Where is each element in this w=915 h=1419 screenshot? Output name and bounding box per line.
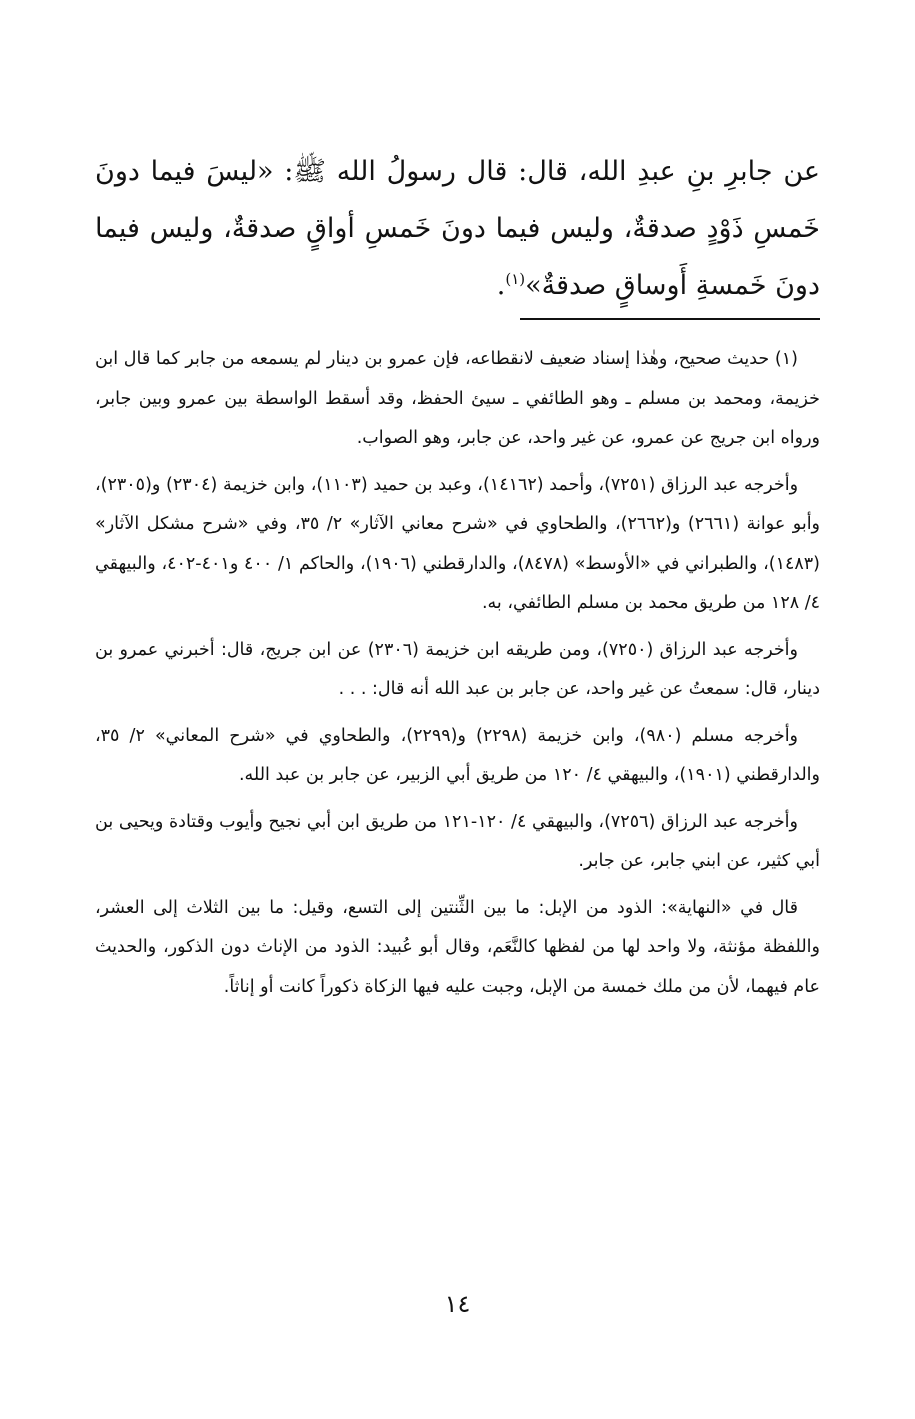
footnote-paragraph: وأخرجه مسلم (٩٨٠)، وابن خزيمة (٢٢٩٨) و(٢٢٩٩)، والطحاوي في «شرح المعاني» ٢/ ٣٥، والدارقطني (١٩٠١)، والبيهقي ٤/ ١٢٠ من طريق أبي الزبير، عن جابر بن عبد الله.: [95, 725, 820, 785]
page-number: ١٤: [444, 1290, 471, 1318]
footnotes-section: [95, 340, 820, 1014]
footnote-paragraph: (١) حديث صحيح، وهٰذا إسناد ضعيف لانقطاعه، فإن عمرو بن دينار لم يسمعه من جابر كما قال ابن خزيمة، ومحمد بن مسلم ـ وهو الطائفي ـ سيئ الحفظ، وقد أسقط الواسطة بين عمرو وبين جابر، ورواه ابن جريج عن عمرو، عن غير واحد، عن جابر، وهو الصواب.: [95, 349, 820, 448]
footnote-paragraph: وأخرجه عبد الرزاق (٧٢٥١)، وأحمد (١٤١٦٢)، وعبد بن حميد (١١٠٣)، وابن خزيمة (٢٣٠٤) و(٢٣٠٥)، وأبو عوانة (٢٦٦١) و(٢٦٦٢)، والطحاوي في «شرح معاني الآثار» ٢/ ٣٥، وفي «شرح مشكل الآثار» (١٤٨٣)، والطبراني في «الأوسط» (٨٤٧٨)، والدارقطني (١٩٠٦)، والحاكم ١/ ٤٠٠ و٤٠١-٤٠٢، والبيهقي ٤/ ١٢٨ من طريق محمد بن مسلم الطائفي، به.: [95, 474, 821, 613]
hadith-body: عن جابرِ بنِ عبدِ الله، قال: قال رسولُ الله ﷺ: «ليسَ فيما دونَ خَمسِ ذَوْدٍ صدقةٌ، وليس فيما دونَ خَمسِ أواقٍ صدقةٌ، وليس فيما دونَ خَمسةِ أَوساقٍ صدقةٌ»: [95, 156, 820, 301]
footnote-paragraph: وأخرجه عبد الرزاق (٧٢٥٦)، والبيهقي ٤/ ١٢٠-١٢١ من طريق ابن أبي نجيح وأيوب وقتادة ويحيى بن أبي كثير، عن ابني جابر، عن جابر.: [95, 811, 820, 871]
hadith-end-mark: .: [496, 270, 506, 301]
hadith-text: [95, 143, 820, 314]
footnote-divider: [520, 318, 820, 320]
footnote-reference: (١): [505, 270, 526, 288]
footnote-paragraph: وأخرجه عبد الرزاق (٧٢٥٠)، ومن طريقه ابن خزيمة (٢٣٠٦) عن ابن جريج، قال: أخبرني عمرو بن دينار، قال: سمعتُ عن غير واحد، عن جابر بن عبد الله أنه قال: . . .: [95, 639, 820, 699]
footnote-paragraph: قال في «النهاية»: الذود من الإبل: ما بين الثِّنتين إلى التسع، وقيل: ما بين الثلاث إلى العشر، واللفظة مؤنثة، ولا واحد لها من لفظها كالنَّعَم، وقال أبو عُبيد: الذود من الإناث دون الذكور، والحديث عام فيهما، لأن من ملك خمسة من الإبل، وجبت عليه فيها الزكاة ذكوراً كانت أو إناثاً.: [95, 897, 820, 997]
